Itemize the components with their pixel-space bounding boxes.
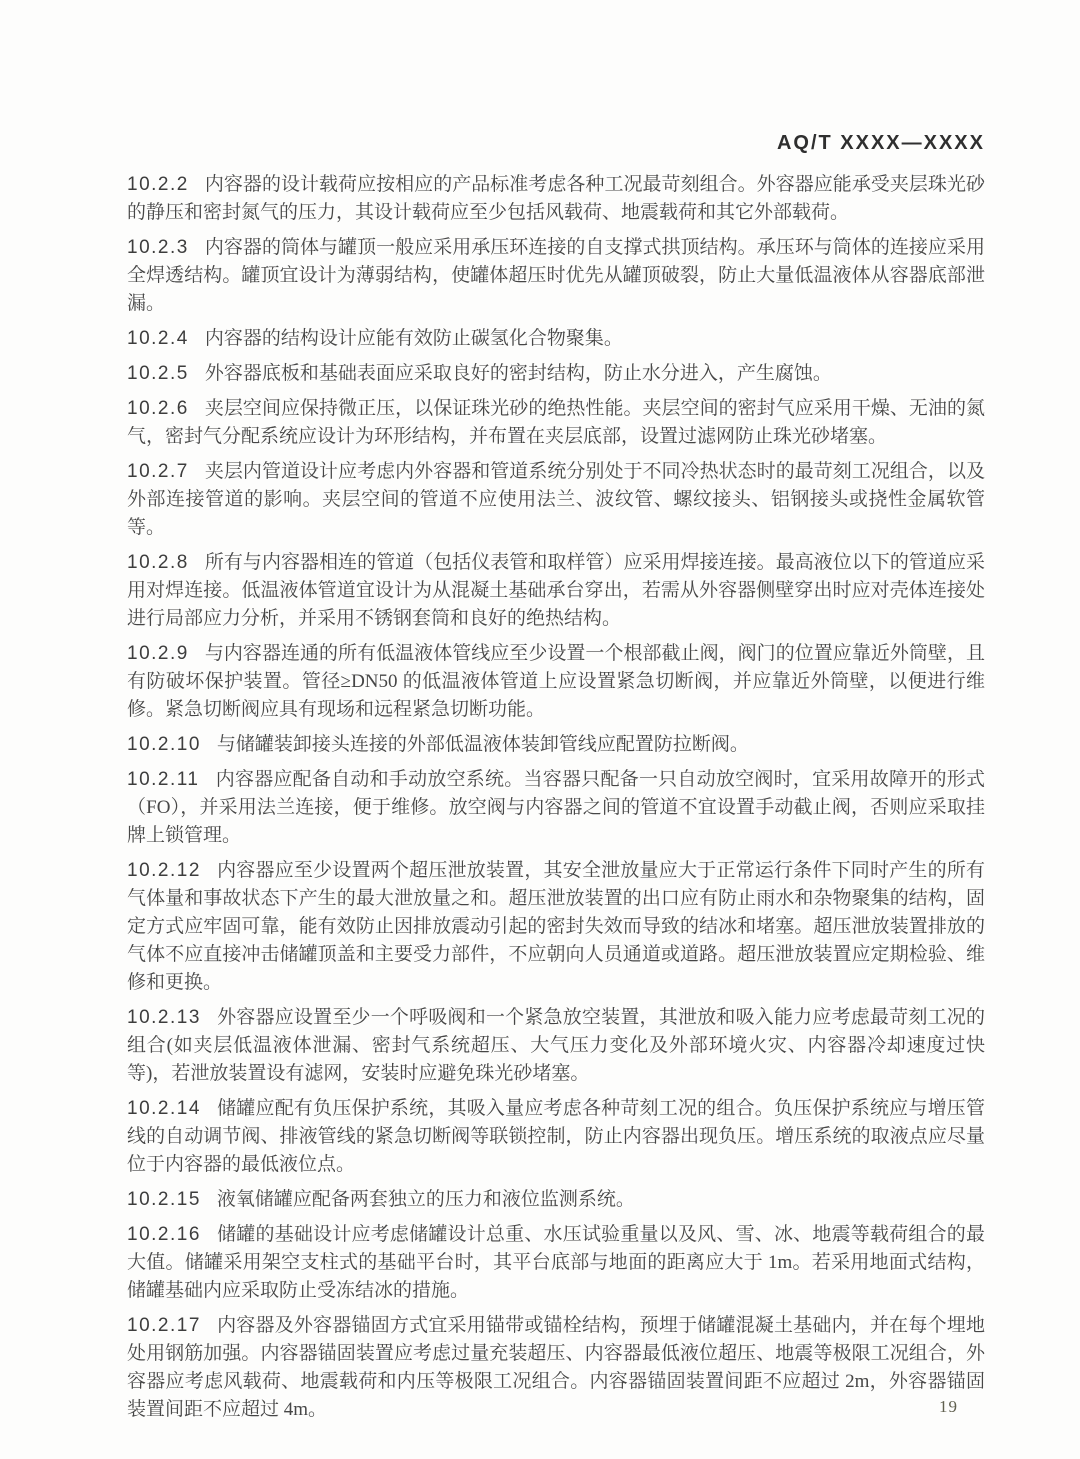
standard-code: AQ/T XXXX—XXXX bbox=[776, 132, 985, 154]
page-header bbox=[127, 132, 985, 155]
document-body bbox=[127, 171, 985, 1424]
clause-10-2-15 bbox=[127, 1186, 985, 1214]
clause-number: 10.2.4 bbox=[127, 328, 189, 349]
clause-number: 10.2.8 bbox=[127, 552, 189, 573]
clause-text: 所有与内容器相连的管道（包括仪表管和取样管）应采用焊接连接。最高液位以下的管道应采用对焊连接。低温液体管道宜设计为从混凝土基础承台穿出，若需从外容器侧壁穿出时应对壳体连接处进行局部应力分析，并采用不锈钢套筒和良好的绝热结构。 bbox=[127, 552, 985, 629]
clause-10-2-13 bbox=[127, 1004, 985, 1088]
clause-10-2-9 bbox=[127, 640, 985, 724]
clause-text: 夹层内管道设计应考虑内外容器和管道系统分别处于不同冷热状态时的最苛刻工况组合，以及外部连接管道的影响。夹层空间的管道不应使用法兰、波纹管、螺纹接头、铝钢接头或挠性金属软管等。 bbox=[127, 461, 985, 538]
clause-text: 内容器及外容器锚固方式宜采用锚带或锚栓结构，预埋于储罐混凝土基础内，并在每个埋地处用钢筋加强。内容器锚固装置应考虑过量充装超压、内容器最低液位超压、地震等极限工况组合，外容器应考虑风载荷、地震载荷和内压等极限工况组合。内容器锚固装置间距不应超过 2m，外容器锚固装置间距不应超过 4m。 bbox=[127, 1315, 985, 1420]
clause-number: 10.2.5 bbox=[127, 363, 189, 384]
page-number: 19 bbox=[939, 1397, 958, 1416]
clause-10-2-3 bbox=[127, 234, 985, 318]
clause-number: 10.2.7 bbox=[127, 461, 189, 482]
clause-number: 10.2.14 bbox=[127, 1098, 201, 1119]
clause-text: 储罐的基础设计应考虑储罐设计总重、水压试验重量以及风、雪、冰、地震等载荷组合的最大值。储罐采用架空支柱式的基础平台时，其平台底部与地面的距离应大于 1m。若采用地面式结构，储罐基础内应采取防止受冻结冰的措施。 bbox=[127, 1224, 985, 1301]
clause-number: 10.2.9 bbox=[127, 643, 189, 664]
page-footer bbox=[939, 1397, 958, 1417]
clause-number: 10.2.15 bbox=[127, 1189, 201, 1210]
clause-text: 外容器底板和基础表面应采取良好的密封结构，防止水分进入，产生腐蚀。 bbox=[204, 363, 832, 384]
clause-number: 10.2.17 bbox=[127, 1315, 201, 1336]
clause-text: 与内容器连通的所有低温液体管线应至少设置一个根部截止阀，阀门的位置应靠近外筒壁，且有防破坏保护装置。管径≥DN50 的低温液体管道上应设置紧急切断阀，并应靠近外筒壁，以便进行维修。紧急切断阀应具有现场和远程紧急切断功能。 bbox=[127, 643, 985, 720]
clause-text: 内容器的结构设计应能有效防止碳氢化合物聚集。 bbox=[204, 328, 623, 349]
clause-number: 10.2.12 bbox=[127, 860, 201, 881]
clause-10-2-17 bbox=[127, 1312, 985, 1424]
clause-10-2-10 bbox=[127, 731, 985, 759]
clause-10-2-4 bbox=[127, 325, 985, 353]
clause-text: 与储罐装卸接头连接的外部低温液体装卸管线应配置防拉断阀。 bbox=[216, 734, 749, 755]
clause-10-2-2 bbox=[127, 171, 985, 227]
clause-10-2-11 bbox=[127, 766, 985, 850]
clause-text: 内容器应配备自动和手动放空系统。当容器只配备一只自动放空阀时，宜采用故障开的形式（FO），并采用法兰连接，便于维修。放空阀与内容器之间的管道不宜设置手动截止阀，否则应采取挂牌上锁管理。 bbox=[127, 769, 985, 846]
clause-number: 10.2.3 bbox=[127, 237, 189, 258]
clause-text: 内容器的设计载荷应按相应的产品标准考虑各种工况最苛刻组合。外容器应能承受夹层珠光砂的静压和密封氮气的压力，其设计载荷应至少包括风载荷、地震载荷和其它外部载荷。 bbox=[127, 174, 985, 223]
clause-text: 液氧储罐应配备两套独立的压力和液位监测系统。 bbox=[216, 1189, 635, 1210]
clause-number: 10.2.11 bbox=[127, 769, 200, 790]
clause-text: 外容器应设置至少一个呼吸阀和一个紧急放空装置，其泄放和吸入能力应考虑最苛刻工况的组合(如夹层低温液体泄漏、密封气系统超压、大气压力变化及外部环境火灾、内容器冷却速度过快等)，若泄放装置设有滤网，安装时应避免珠光砂堵塞。 bbox=[127, 1007, 985, 1084]
clause-10-2-6 bbox=[127, 395, 985, 451]
clause-10-2-8 bbox=[127, 549, 985, 633]
clause-10-2-7 bbox=[127, 458, 985, 542]
clause-text: 内容器的筒体与罐顶一般应采用承压环连接的自支撑式拱顶结构。承压环与筒体的连接应采用全焊透结构。罐顶宜设计为薄弱结构，使罐体超压时优先从罐顶破裂，防止大量低温液体从容器底部泄漏。 bbox=[127, 237, 985, 314]
clause-number: 10.2.10 bbox=[127, 734, 201, 755]
clause-text: 储罐应配有负压保护系统，其吸入量应考虑各种苛刻工况的组合。负压保护系统应与增压管线的自动调节阀、排液管线的紧急切断阀等联锁控制，防止内容器出现负压。增压系统的取液点应尽量位于内容器的最低液位点。 bbox=[127, 1098, 985, 1175]
clause-number: 10.2.2 bbox=[127, 174, 189, 195]
clause-number: 10.2.6 bbox=[127, 398, 189, 419]
clause-10-2-14 bbox=[127, 1095, 985, 1179]
clause-10-2-12 bbox=[127, 857, 985, 997]
clause-10-2-5 bbox=[127, 360, 985, 388]
clause-10-2-16 bbox=[127, 1221, 985, 1305]
clause-text: 夹层空间应保持微正压，以保证珠光砂的绝热性能。夹层空间的密封气应采用干燥、无油的氮气，密封气分配系统应设计为环形结构，并布置在夹层底部，设置过滤网防止珠光砂堵塞。 bbox=[127, 398, 985, 447]
clause-number: 10.2.13 bbox=[127, 1007, 201, 1028]
clause-text: 内容器应至少设置两个超压泄放装置，其安全泄放量应大于正常运行条件下同时产生的所有气体量和事故状态下产生的最大泄放量之和。超压泄放装置的出口应有防止雨水和杂物聚集的结构，固定方式应牢固可靠，能有效防止因排放震动引起的密封失效而导致的结冰和堵塞。超压泄放装置排放的气体不应直接冲击储罐顶盖和主要受力部件，不应朝向人员通道或道路。超压泄放装置应定期检验、维修和更换。 bbox=[127, 860, 985, 993]
clause-number: 10.2.16 bbox=[127, 1224, 201, 1245]
